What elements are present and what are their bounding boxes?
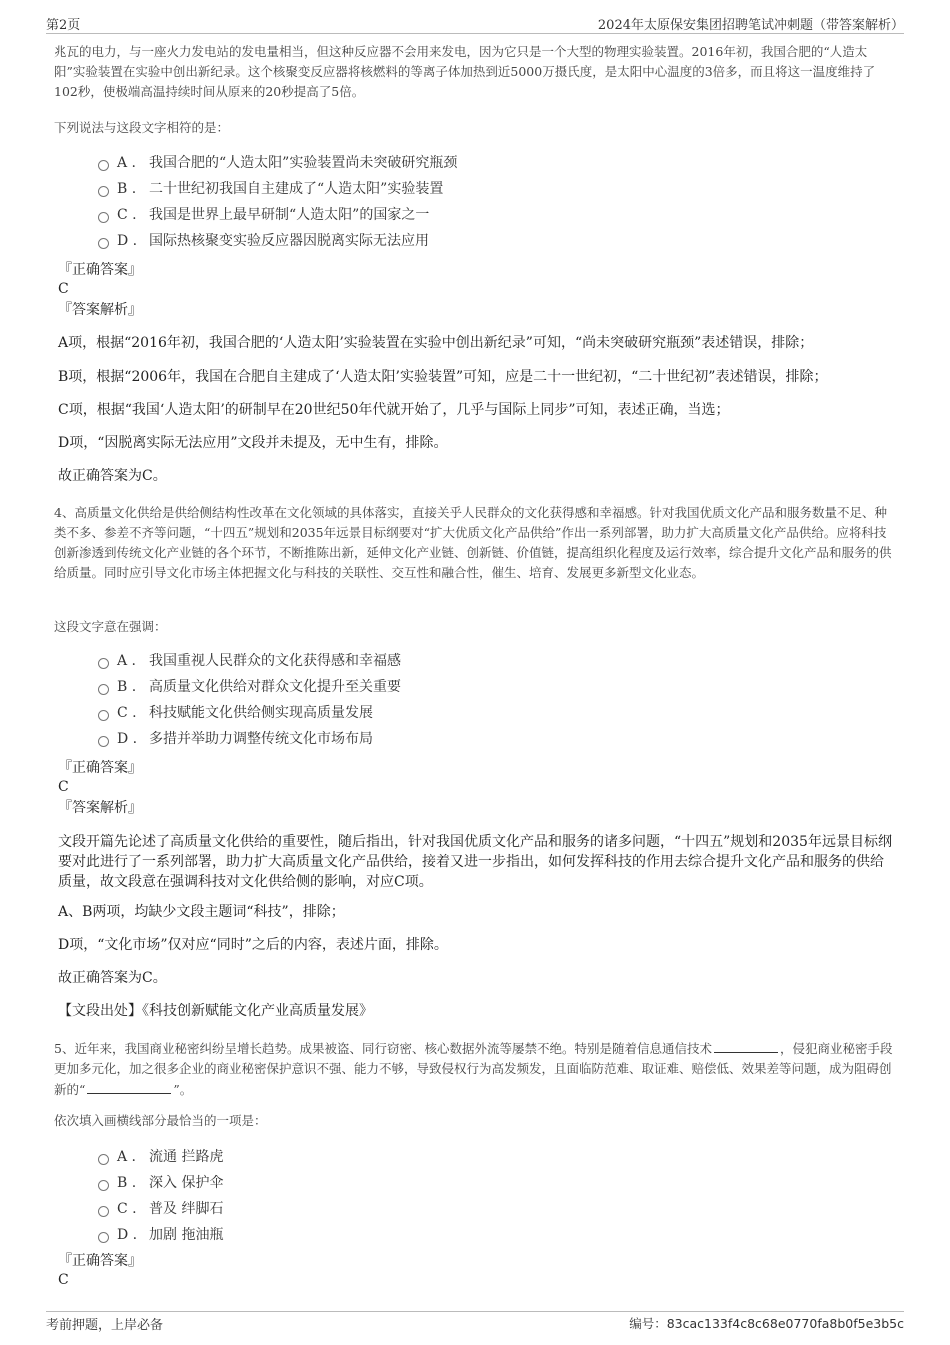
q5-answer: C xyxy=(58,1272,69,1288)
q4-answer-label: 『正确答案』 xyxy=(58,760,142,776)
radio-icon[interactable] xyxy=(98,1206,109,1217)
q4-option-c[interactable]: C . 科技赋能文化供给侧实现高质量发展 xyxy=(98,702,373,724)
page-header xyxy=(46,14,904,34)
q4-option-b[interactable]: B . 高质量文化供给对群众文化提升至关重要 xyxy=(98,676,401,698)
q3-analysis-c: C项，根据“我国‘人造太阳’的研制早在20世纪50年代就开始了，几乎与国际上同步”可知，表述正确，当选； xyxy=(58,402,730,418)
radio-icon[interactable] xyxy=(98,710,109,721)
header-divider xyxy=(46,33,904,34)
q5-answer-label: 『正确答案』 xyxy=(58,1253,142,1269)
radio-icon[interactable] xyxy=(98,736,109,747)
q4-analysis-d: D项，“文化市场”仅对应“同时”之后的内容，表述片面，排除。 xyxy=(58,937,448,953)
footer-divider xyxy=(46,1311,904,1312)
q3-analysis-a: A项，根据“2016年初，我国合肥的‘人造太阳’实验装置在实验中创出新纪录”可知，“尚未突破研究瓶颈”表述错误，排除； xyxy=(58,335,814,351)
q3-option-d[interactable]: D . 国际热核聚变实验反应器因脱离实际无法应用 xyxy=(98,230,429,252)
q4-passage: 4、高质量文化供给是供给侧结构性改革在文化领域的具体落实，直接关乎人民群众的文化获得感和幸福感。针对我国优质文化产品和服务数量不足、种类不多、参差不齐等问题，“十四五”规划和2035年远景目标纲要对“扩大优质文化产品供给”作出一系列部署，助力扩大高质量文化产品供给。应将科技创新渗透到传统文化产业链的各个环节，不断推陈出新，延伸文化产业链、创新链、价值链，提高组织化程度及运行效率，综合提升文化产品和服务的供给质量。同时应引导文化市场主体把握文化与科技的关联性、交互性和融合性，催生、培育、发展更多新型文化业态。 xyxy=(54,505,892,580)
q5-option-c[interactable]: C . 普及 绊脚石 xyxy=(98,1198,223,1220)
q4-answer: C xyxy=(58,779,69,795)
radio-icon[interactable] xyxy=(98,1232,109,1243)
radio-icon[interactable] xyxy=(98,238,109,249)
q3-answer: C xyxy=(58,281,69,297)
q3-option-b[interactable]: B . 二十世纪初我国自主建成了“人造太阳”实验装置 xyxy=(98,178,443,200)
q5-option-b[interactable]: B . 深入 保护伞 xyxy=(98,1172,223,1194)
q3-analysis-d: D项，“因脱离实际无法应用”文段并未提及，无中生有，排除。 xyxy=(58,435,448,451)
document-code: 编号：83cac133f4c8c68e0770fa8b0f5e3b5c xyxy=(629,1316,904,1331)
radio-icon[interactable] xyxy=(98,1154,109,1165)
q3-prompt: 下列说法与这段文字相符的是： xyxy=(54,120,230,135)
radio-icon[interactable] xyxy=(98,684,109,695)
q3-option-a[interactable]: A . 我国合肥的“人造太阳”实验装置尚未突破研究瓶颈 xyxy=(98,152,457,174)
q4-option-a[interactable]: A . 我国重视人民群众的文化获得感和幸福感 xyxy=(98,650,401,672)
radio-icon[interactable] xyxy=(98,658,109,669)
q5-option-d[interactable]: D . 加剧 拖油瓶 xyxy=(98,1224,223,1246)
q3-analysis-label: 『答案解析』 xyxy=(58,302,142,318)
q4-option-d[interactable]: D . 多措并举助力调整传统文化市场布局 xyxy=(98,728,373,750)
q4-analysis-label: 『答案解析』 xyxy=(58,800,142,816)
radio-icon[interactable] xyxy=(98,186,109,197)
q3-option-c[interactable]: C . 我国是世界上最早研制“人造太阳”的国家之一 xyxy=(98,204,429,226)
page-number: 第2页 xyxy=(46,18,81,33)
q4-conclusion: 故正确答案为C。 xyxy=(58,970,167,986)
blank-line-1 xyxy=(714,1038,778,1053)
q4-prompt: 这段文字意在强调： xyxy=(54,619,167,634)
q5-option-a[interactable]: A . 流通 拦路虎 xyxy=(98,1146,223,1168)
q4-analysis-ab: A、B两项，均缺少文段主题词“科技”，排除； xyxy=(58,904,345,920)
q3-analysis-b: B项，根据“2006年，我国在合肥自主建成了‘人造太阳’实验装置”可知，应是二十一世纪初，“二十世纪初”表述错误，排除； xyxy=(58,369,828,385)
radio-icon[interactable] xyxy=(98,1180,109,1191)
footer-slogan: 考前押题，上岸必备 xyxy=(46,1318,164,1333)
radio-icon[interactable] xyxy=(98,160,109,171)
blank-line-2 xyxy=(87,1079,171,1094)
q3-passage: 兆瓦的电力，与一座火力发电站的发电量相当，但这种反应器不会用来发电，因为它只是一个大型的物理实验装置。2016年初，我国合肥的“人造太阳”实验装置在实验中创出新纪录。这个核聚变反应器将核燃料的等离子体加热到近5000万摄氏度，是太阳中心温度的3倍多，而且将这一温度维持了102秒，使极端高温持续时间从原来的20秒提高了5倍。 xyxy=(54,44,876,99)
q3-answer-label: 『正确答案』 xyxy=(58,262,142,278)
q4-analysis-main: 文段开篇先论述了高质量文化供给的重要性，随后指出，针对我国优质文化产品和服务的诸多问题，“十四五”规划和2035年远景目标纲要对此进行了一系列部署，助力扩大高质量文化产品供给，接着又进一步指出，如何发挥科技的作用去综合提升文化产品和服务的供给质量，故文段意在强调科技对文化供给侧的影响，对应C项。 xyxy=(58,834,892,890)
document-title: 2024年太原保安集团招聘笔试冲刺题（带答案解析） xyxy=(597,18,904,33)
q5-prompt: 依次填入画横线部分最恰当的一项是： xyxy=(54,1113,267,1128)
q4-source: 【文段出处】《科技创新赋能文化产业高质量发展》 xyxy=(58,1003,373,1019)
radio-icon[interactable] xyxy=(98,212,109,223)
q3-conclusion: 故正确答案为C。 xyxy=(58,468,167,484)
q5-passage: 5、近年来，我国商业秘密纠纷呈增长趋势。成果被盗、同行窃密、核心数据外流等屡禁不绝。特别是随着信息通信技术 ，侵犯商业秘密手段更加多元化，加之很多企业的商业秘密保护意识不强、能力不够，导致侵权行为高发频发，且面临防范难、取证难、赔偿低、效果差等问题，成为阻碍创新的“ ”。 xyxy=(54,1038,896,1100)
